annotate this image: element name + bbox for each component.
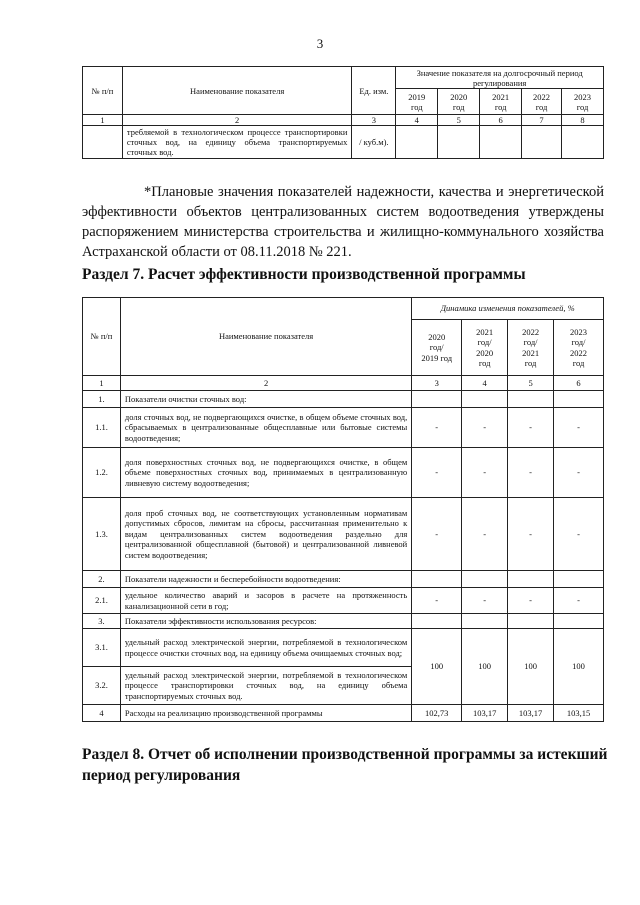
indicator-values-table: [82, 66, 604, 159]
index-cell: 3: [412, 376, 462, 391]
index-cell: 1: [83, 376, 121, 391]
row-name: удельный расход электрической энергии, потребляемой в технологическом процессе транспортировки сточных вод, на единицу объема транспортируемых сточных вод.: [120, 667, 411, 705]
value-cell: -: [554, 448, 604, 498]
value-cell: -: [508, 588, 554, 614]
merged-value-cell: 100: [462, 629, 508, 705]
year-header: 2022 год: [522, 89, 562, 115]
value-cell: -: [462, 448, 508, 498]
index-cell: 2: [120, 376, 411, 391]
index-cell: 5: [508, 376, 554, 391]
index-cell: 2: [122, 115, 351, 126]
value-cell: 102,73: [412, 705, 462, 722]
row-name: требляемой в технологическом процессе транспортировки сточных вод, на единицу объема транспортируемых сточных вод.: [122, 126, 351, 159]
page-number: 3: [316, 36, 324, 51]
row-name: доля сточных вод, не подвергающихся очистке, в общем объеме сточных вод, сбрасываемых в централизованные общесплавные или бытовые системы водоотведения;: [120, 408, 411, 448]
row-num: 1.1.: [83, 408, 121, 448]
year-header: 2019 год: [396, 89, 438, 115]
index-cell: 5: [438, 115, 480, 126]
period-header: 2021 год/ 2020 год: [462, 320, 508, 376]
row-num: 3.1.: [83, 629, 121, 667]
value-cell: 103,17: [462, 705, 508, 722]
efficiency-table: [82, 297, 604, 722]
row-num: 4: [83, 705, 121, 722]
row-name: Показатели очистки сточных вод:: [120, 391, 411, 408]
row-num: 2.: [83, 571, 121, 588]
index-cell: 8: [562, 115, 604, 126]
row-num: 3.2.: [83, 667, 121, 705]
value-cell: -: [412, 588, 462, 614]
value-cell: -: [412, 448, 462, 498]
value-cell: -: [412, 498, 462, 571]
period-header: 2020 год/ 2019 год: [412, 320, 462, 376]
row-unit: / куб.м).: [352, 126, 396, 159]
row-name: удельное количество аварий и засоров в расчете на протяженность канализационной сети в год;: [120, 588, 411, 614]
merged-value-cell: 100: [554, 629, 604, 705]
row-num: 1.2.: [83, 448, 121, 498]
header-dynamics: Динамика изменения показателей, %: [412, 298, 604, 320]
index-cell: 6: [480, 115, 522, 126]
row-name: доля проб сточных вод, не соответствующих установленным нормативам допустимых сбросов, лимитам на сбросы, рассчитанная применительно к видам централизованных систем водоотведения раздельно для централизованной общесплавной (бытовой) и централизованной ливневой систем водоотведения;: [120, 498, 411, 571]
value-cell: [438, 126, 480, 159]
year-header: 2023 год: [562, 89, 604, 115]
value-cell: [480, 126, 522, 159]
row-name: доля поверхностных сточных вод, не подвергающихся очистке, в общем объеме поверхностных сточных вод, принимаемых в централизованную ливневую систему водоотведения;: [120, 448, 411, 498]
index-cell: 6: [554, 376, 604, 391]
row-name: Расходы на реализацию производственной программы: [120, 705, 411, 722]
index-cell: 7: [522, 115, 562, 126]
section-8-title: Раздел 8. Отчет об исполнении производственной программы за истекший период регулирования: [82, 746, 608, 784]
header-num: № п/п: [83, 298, 121, 376]
merged-value-cell: 100: [412, 629, 462, 705]
period-header: 2022 год/ 2021 год: [508, 320, 554, 376]
row-num: [83, 126, 123, 159]
row-num: 1.3.: [83, 498, 121, 571]
row-name: Показатели эффективности использования ресурсов:: [120, 614, 411, 629]
planned-values-note: *Плановые значения показателей надежности, качества и энергетической эффективности объектов централизованных систем водоотведения утверждены распоряжением министерства строительства и жилищно-коммунального хозяйства Астраханской области от 08.11.2018 № 221.: [82, 184, 604, 260]
value-cell: -: [508, 498, 554, 571]
section-7-title: Раздел 7. Расчет эффективности производственной программы: [82, 266, 526, 283]
value-cell: [562, 126, 604, 159]
value-cell: [396, 126, 438, 159]
value-cell: -: [508, 408, 554, 448]
row-name: удельный расход электрической энергии, потребляемой в технологическом процессе очистки сточных вод, на единицу объема очищаемых сточных вод;: [120, 629, 411, 667]
value-cell: -: [412, 408, 462, 448]
value-cell: -: [554, 588, 604, 614]
merged-value-cell: 100: [508, 629, 554, 705]
value-cell: [522, 126, 562, 159]
value-cell: -: [462, 588, 508, 614]
header-period-group: Значение показателя на долгосрочный период регулирования: [396, 67, 604, 89]
header-name: Наименование показателя: [120, 298, 411, 376]
period-header: 2023 год/ 2022 год: [554, 320, 604, 376]
year-header: 2021 год: [480, 89, 522, 115]
row-num: 2.1.: [83, 588, 121, 614]
value-cell: -: [554, 498, 604, 571]
row-num: 3.: [83, 614, 121, 629]
value-cell: 103,17: [508, 705, 554, 722]
index-cell: 3: [352, 115, 396, 126]
index-cell: 4: [396, 115, 438, 126]
value-cell: -: [508, 448, 554, 498]
header-unit: Ед. изм.: [352, 67, 396, 115]
year-header: 2020 год: [438, 89, 480, 115]
value-cell: -: [554, 408, 604, 448]
header-num: № п/п: [83, 67, 123, 115]
value-cell: -: [462, 408, 508, 448]
value-cell: -: [462, 498, 508, 571]
index-cell: 1: [83, 115, 123, 126]
index-cell: 4: [462, 376, 508, 391]
row-name: Показатели надежности и бесперебойности водоотведения:: [120, 571, 411, 588]
header-name: Наименование показателя: [122, 67, 351, 115]
row-num: 1.: [83, 391, 121, 408]
value-cell: 103,15: [554, 705, 604, 722]
